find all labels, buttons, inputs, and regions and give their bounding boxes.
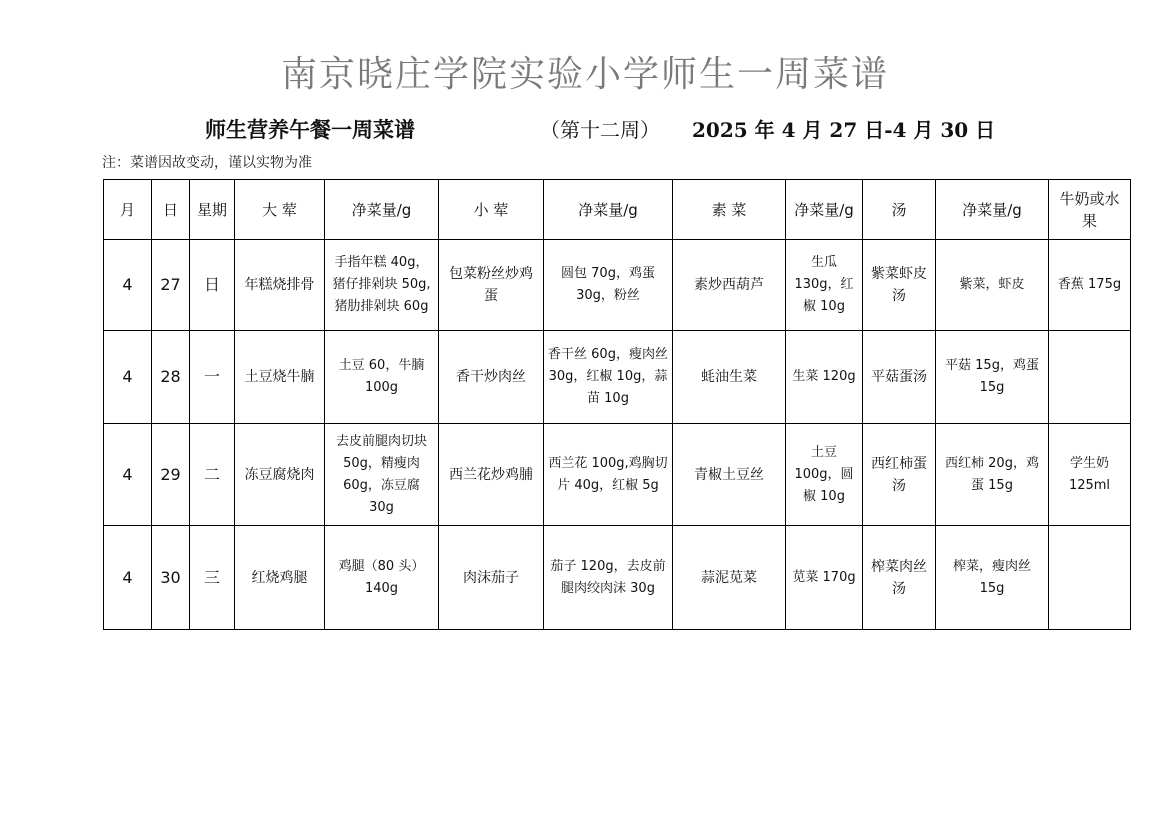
cell-main-meat: 土豆烧牛腩 [235, 331, 325, 424]
cell-side-meat-weight: 西兰花 100g,鸡胸切片 40g，红椒 5g [544, 424, 673, 526]
cell-weekday: 三 [190, 526, 235, 630]
cell-main-meat-weight: 土豆 60，牛腩 100g [325, 331, 439, 424]
menu-note: 注：菜谱因故变动，谨以实物为准 [102, 155, 312, 171]
cell-vegetable-weight: 生瓜 130g，红椒 10g [786, 240, 863, 331]
table-row [104, 240, 1131, 331]
table-row [104, 424, 1131, 526]
page-title: 南京晓庄学院实验小学师生一周菜谱 [280, 54, 889, 95]
cell-month: 4 [104, 240, 152, 331]
table-row [104, 331, 1131, 424]
cell-soup: 紫菜虾皮汤 [863, 240, 936, 331]
cell-soup: 西红柿蛋汤 [863, 424, 936, 526]
cell-milk-or-fruit [1049, 331, 1131, 424]
cell-vegetable: 青椒土豆丝 [673, 424, 786, 526]
cell-side-meat-weight: 圆包 70g，鸡蛋 30g，粉丝 [544, 240, 673, 331]
cell-side-meat: 香干炒肉丝 [439, 331, 544, 424]
cell-vegetable-weight: 苋菜 170g [786, 526, 863, 630]
table-row [104, 526, 1131, 630]
subtitle-row [0, 114, 1170, 144]
cell-weekday: 日 [190, 240, 235, 331]
cell-month: 4 [104, 331, 152, 424]
cell-day: 28 [152, 331, 190, 424]
cell-vegetable-weight: 生菜 120g [786, 331, 863, 424]
header-vegetable-weight: 净菜量/g [786, 180, 863, 240]
header-side-meat-weight: 净菜量/g [544, 180, 673, 240]
cell-day: 27 [152, 240, 190, 331]
cell-side-meat: 包菜粉丝炒鸡蛋 [439, 240, 544, 331]
header-main-meat: 大 荤 [235, 180, 325, 240]
table-header-row [104, 180, 1131, 240]
cell-vegetable: 素炒西葫芦 [673, 240, 786, 331]
cell-soup-weight: 平菇 15g，鸡蛋 15g [936, 331, 1049, 424]
header-side-meat: 小 荤 [439, 180, 544, 240]
cell-soup: 榨菜肉丝汤 [863, 526, 936, 630]
cell-milk-or-fruit: 学生奶 125ml [1049, 424, 1131, 526]
cell-month: 4 [104, 424, 152, 526]
cell-side-meat: 西兰花炒鸡脯 [439, 424, 544, 526]
cell-main-meat: 冻豆腐烧肉 [235, 424, 325, 526]
cell-side-meat-weight: 茄子 120g，去皮前腿肉绞肉沫 30g [544, 526, 673, 630]
cell-weekday: 一 [190, 331, 235, 424]
header-soup: 汤 [863, 180, 936, 240]
weekly-menu-table [103, 179, 1131, 630]
cell-soup: 平菇蛋汤 [863, 331, 936, 424]
cell-soup-weight: 紫菜，虾皮 [936, 240, 1049, 331]
cell-soup-weight: 西红柿 20g，鸡蛋 15g [936, 424, 1049, 526]
header-day: 日 [152, 180, 190, 240]
cell-day: 29 [152, 424, 190, 526]
cell-month: 4 [104, 526, 152, 630]
subtitle-menu-name: 师生营养午餐一周菜谱 [205, 118, 415, 142]
cell-vegetable: 蒜泥苋菜 [673, 526, 786, 630]
cell-main-meat: 年糕烧排骨 [235, 240, 325, 331]
cell-milk-or-fruit: 香蕉 175g [1049, 240, 1131, 331]
cell-side-meat: 肉沫茄子 [439, 526, 544, 630]
header-milk-or-fruit: 牛奶或水果 [1049, 180, 1131, 240]
cell-weekday: 二 [190, 424, 235, 526]
subtitle-week-number: （第十二周） [540, 118, 660, 142]
header-month: 月 [104, 180, 152, 240]
cell-main-meat: 红烧鸡腿 [235, 526, 325, 630]
cell-vegetable: 蚝油生菜 [673, 331, 786, 424]
cell-soup-weight: 榨菜，瘦肉丝 15g [936, 526, 1049, 630]
cell-side-meat-weight: 香干丝 60g，瘦肉丝 30g，红椒 10g，蒜苗 10g [544, 331, 673, 424]
cell-day: 30 [152, 526, 190, 630]
cell-main-meat-weight: 手指年糕 40g，猪仔排剁块 50g,猪肋排剁块 60g [325, 240, 439, 331]
header-weekday: 星期 [190, 180, 235, 240]
cell-milk-or-fruit [1049, 526, 1131, 630]
cell-vegetable-weight: 土豆 100g，圆椒 10g [786, 424, 863, 526]
header-main-meat-weight: 净菜量/g [325, 180, 439, 240]
header-vegetable: 素 菜 [673, 180, 786, 240]
cell-main-meat-weight: 去皮前腿肉切块 50g，精瘦肉 60g，冻豆腐 30g [325, 424, 439, 526]
subtitle-date-range: 2025 年 4 月 27 日-4 月 30 日 [692, 118, 996, 142]
cell-main-meat-weight: 鸡腿（80 头）140g [325, 526, 439, 630]
header-soup-weight: 净菜量/g [936, 180, 1049, 240]
